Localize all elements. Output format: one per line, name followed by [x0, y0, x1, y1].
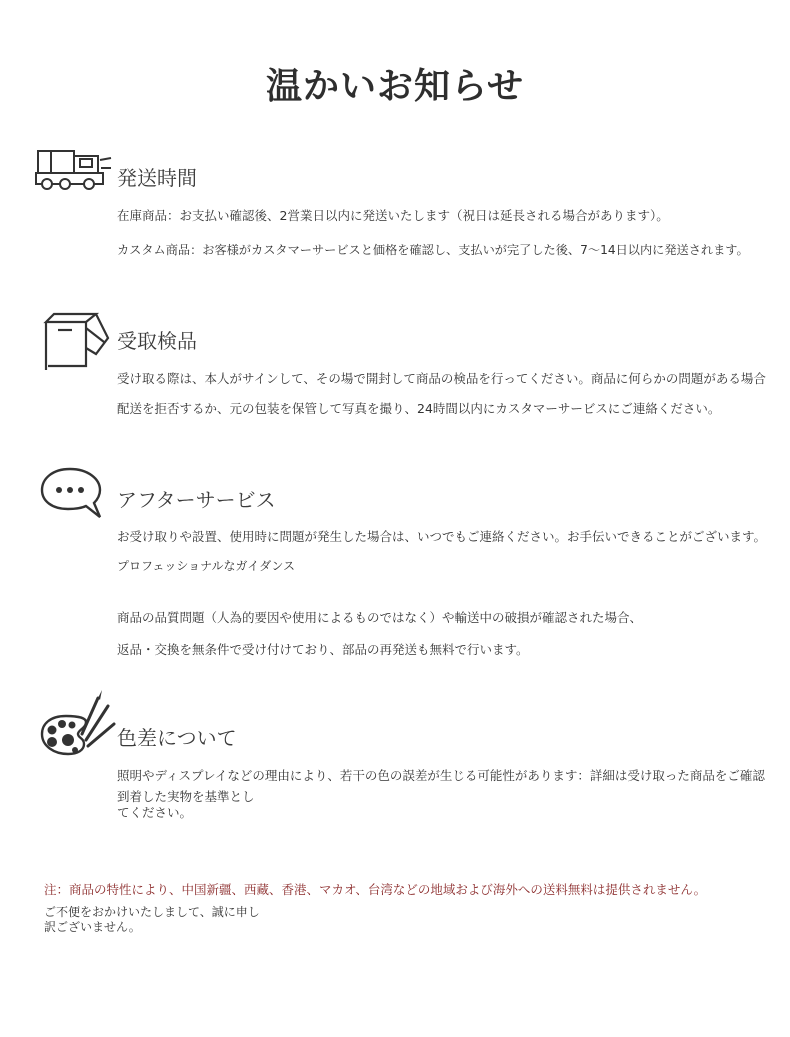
receiving-line-2: 配送を拒否するか、元の包装を保管して写真を撮り、24時間以内にカスタマーサービスにご連絡ください。 — [117, 401, 721, 416]
receiving-heading: 受取検品 — [117, 329, 197, 353]
apology-note: ご不便をおかけいたしまして、誠に申し訳ございません。 — [44, 905, 260, 934]
color-diff-line-2: 到着した実物を基準としてください。 — [117, 789, 255, 820]
after-service-line-4: 返品・交換を無条件で受け付けており、部品の再発送も無料で行います。 — [117, 642, 529, 657]
shipping-line-stock: 在庫商品：お支払い確認後、2営業日以内に発送いたします（祝日は延長される場合があります）。 — [117, 208, 669, 223]
shipping-exclusion-note: 注：商品の特性により、中国新疆、西藏、香港、マカオ、台湾などの地域および海外への送料無料は提供されません。 — [44, 882, 707, 897]
after-service-line-2: プロフェッショナルなガイダンス — [117, 559, 295, 573]
after-service-line-1: お受け取りや設置、使用時に問題が発生した場合は、いつでもご連絡ください。お手伝いできることがございます。 — [117, 529, 767, 544]
color-diff-line-1: 照明やディスプレイなどの理由により、若干の色の誤差が生じる可能性があります：詳細は受け取った商品をご確認 — [117, 768, 765, 783]
shipping-heading: 発送時間 — [117, 166, 197, 190]
truck-icon — [33, 146, 113, 194]
box-icon — [38, 308, 114, 384]
shipping-line-custom: カスタム商品：お客様がカスタマーサービスと価格を確認し、支払いが完了した後、7〜14日以内に発送されます。 — [117, 243, 749, 257]
after-service-heading: アフターサービス — [117, 488, 276, 512]
receiving-line-1: 受け取る際は、本人がサインして、その場で開封して商品の検品を行ってください。商品に何らかの問題がある場合 — [117, 371, 766, 386]
page-title: 温かいお知らせ — [266, 66, 524, 107]
color-diff-heading: 色差について — [117, 726, 237, 750]
chat-bubble-icon — [38, 465, 104, 521]
after-service-line-3: 商品の品質問題（人為的要因や使用によるものではなく）や輸送中の破損が確認された場合、 — [117, 610, 643, 625]
palette-icon — [38, 688, 118, 760]
